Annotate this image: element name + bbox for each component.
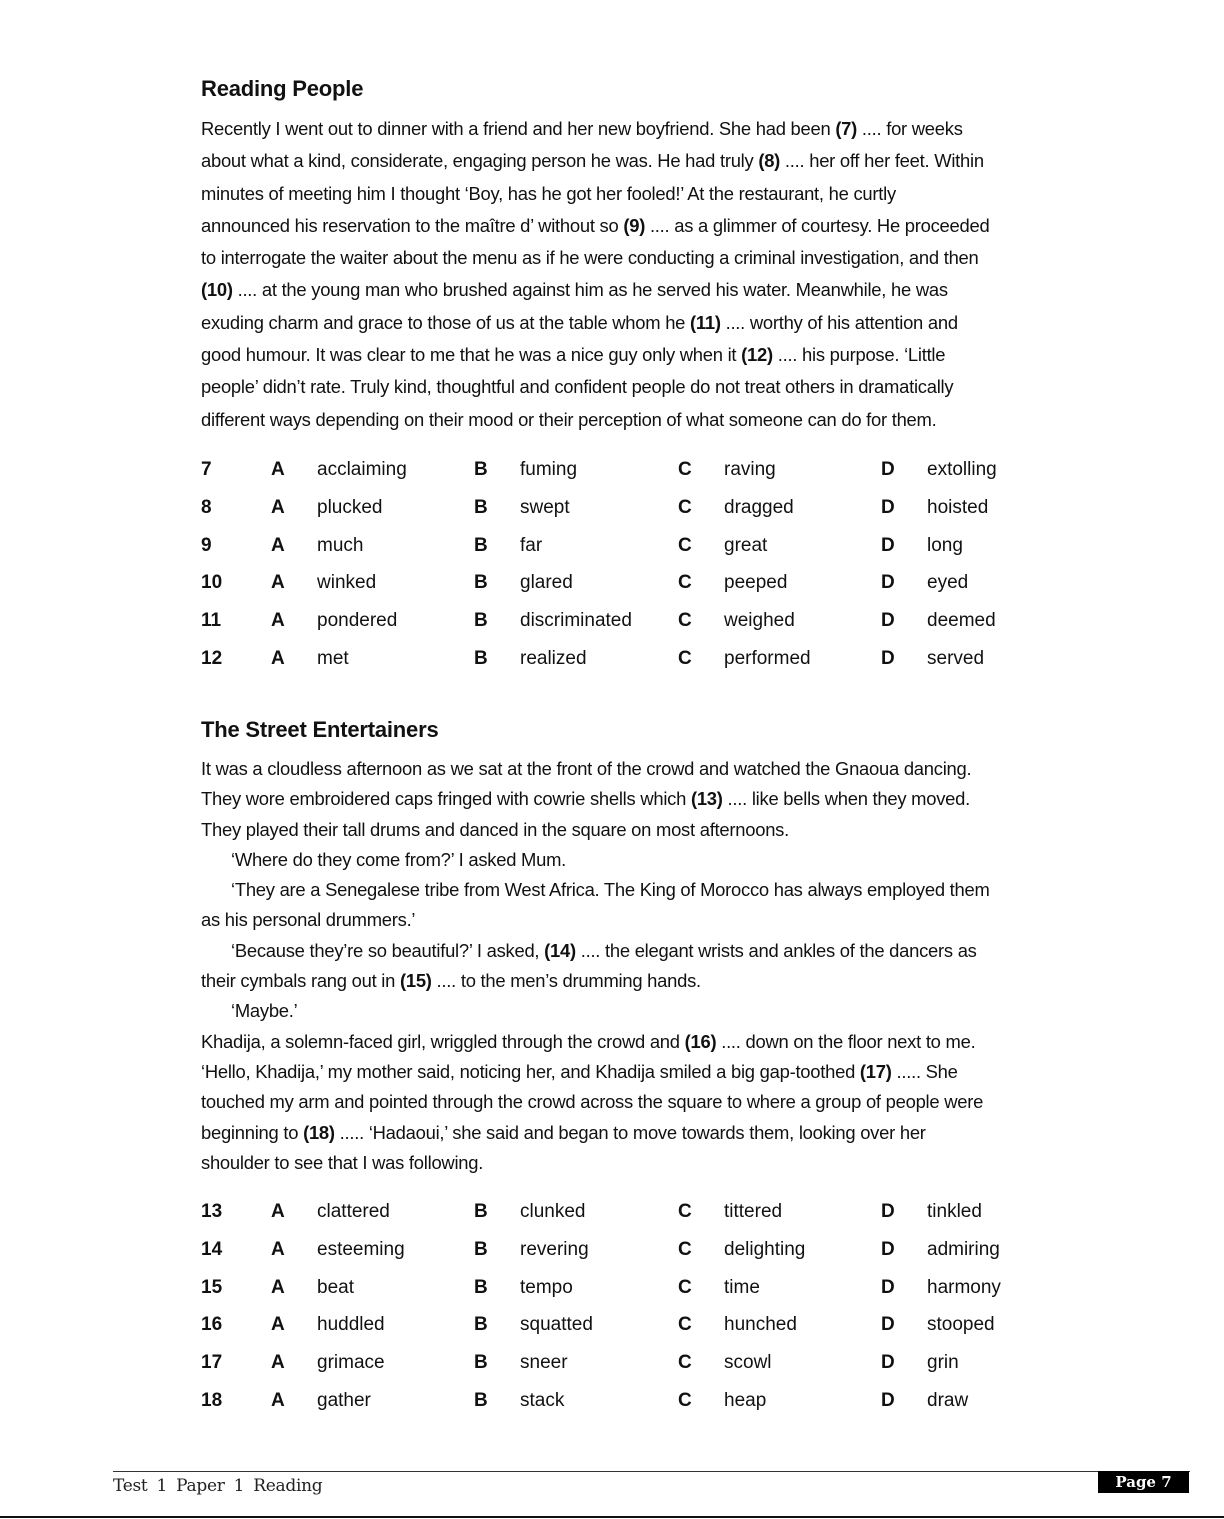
options-reading-people xyxy=(201,451,1061,678)
passage-text: Recently I went out to dinner with a friend and her new boyfriend. She had been xyxy=(201,118,836,139)
question-number: 14 xyxy=(201,1238,223,1260)
gap-number: (16) xyxy=(684,1030,717,1052)
gap-number: (11) xyxy=(690,311,721,333)
question-row xyxy=(201,1306,1061,1344)
question-row xyxy=(201,451,1061,489)
option-word-b: glared xyxy=(520,572,573,594)
option-word-c: performed xyxy=(724,647,811,669)
option-letter-b: B xyxy=(474,1238,488,1260)
option-letter-c: C xyxy=(678,1314,692,1336)
option-word-b: realized xyxy=(520,647,587,669)
passage-text: ‘Maybe.’ xyxy=(231,1000,298,1022)
passage-reading-people xyxy=(201,113,1106,436)
passage-text: .... at the young man who brushed against him as he served his water. Meanwhile, he was xyxy=(232,279,948,301)
option-letter-a: A xyxy=(271,647,285,669)
option-word-a: huddled xyxy=(317,1314,385,1336)
option-word-d: deemed xyxy=(927,610,996,632)
question-number: 16 xyxy=(201,1314,223,1336)
question-row xyxy=(201,527,1061,565)
passage-text: about what a kind, considerate, engaging person he was. He had truly xyxy=(201,150,759,172)
option-letter-c: C xyxy=(678,534,692,556)
page-bottom-edge xyxy=(0,1516,1224,1518)
gap-number: (13) xyxy=(690,788,723,810)
option-word-d: harmony xyxy=(927,1276,1001,1298)
gap-number: (18) xyxy=(303,1121,335,1143)
passage-text: shoulder to see that I was following. xyxy=(201,1151,484,1173)
passage-text: .... to the men’s drumming hands. xyxy=(431,970,701,992)
option-word-a: gather xyxy=(317,1389,371,1411)
option-letter-d: D xyxy=(881,1352,895,1374)
section-title-street-entertainers: The Street Entertainers xyxy=(201,717,439,742)
passage-text: people’ didn’t rate. Truly kind, thoughtful and confident people do not treat others in dramatically xyxy=(201,376,954,398)
option-letter-a: A xyxy=(271,534,285,556)
question-number: 18 xyxy=(201,1389,223,1411)
option-word-c: dragged xyxy=(724,496,794,518)
question-number: 12 xyxy=(201,647,223,669)
option-letter-d: D xyxy=(881,610,895,632)
gap-number: (10) xyxy=(201,279,233,301)
option-word-d: draw xyxy=(927,1389,969,1411)
question-number: 11 xyxy=(201,610,222,632)
passage-line xyxy=(201,178,1106,210)
passage-line xyxy=(201,815,1106,845)
option-word-c: delighting xyxy=(724,1238,806,1260)
option-word-b: tempo xyxy=(520,1276,573,1298)
option-word-a: beat xyxy=(317,1276,354,1298)
passage-text: different ways depending on their mood or their perception of what someone can do for them. xyxy=(201,408,937,430)
option-word-b: clunked xyxy=(520,1201,586,1222)
passage-line xyxy=(201,274,1106,306)
question-row xyxy=(201,1382,1061,1420)
passage-line xyxy=(201,371,1106,403)
gap-number: (17) xyxy=(859,1060,892,1082)
option-letter-b: B xyxy=(474,572,488,594)
option-word-d: stooped xyxy=(927,1314,995,1336)
options-street-entertainers xyxy=(201,1193,1061,1420)
option-letter-d: D xyxy=(881,1389,895,1411)
passage-text: .... her off her feet. Within xyxy=(780,150,984,172)
question-row xyxy=(201,1231,1061,1269)
option-letter-b: B xyxy=(474,610,488,632)
passage-text: Khadija, a solemn-faced girl, wriggled through the crowd and xyxy=(201,1030,685,1052)
option-letter-c: C xyxy=(678,1201,692,1222)
option-letter-c: C xyxy=(678,496,692,518)
passage-text: They wore embroidered caps fringed with cowrie shells which xyxy=(201,788,691,810)
gap-number: (7) xyxy=(835,118,858,139)
option-letter-d: D xyxy=(881,534,895,556)
passage-line xyxy=(201,210,1106,242)
question-row xyxy=(201,564,1061,602)
passage-text: good humour. It was clear to me that he was a nice guy only when it xyxy=(201,344,742,366)
option-word-a: much xyxy=(317,534,364,556)
option-letter-a: A xyxy=(271,1352,285,1374)
footer-divider xyxy=(113,1471,1190,1472)
option-letter-a: A xyxy=(271,1276,285,1298)
option-letter-c: C xyxy=(678,1352,692,1374)
option-word-c: peeped xyxy=(724,572,788,594)
passage-text: as his personal drummers.’ xyxy=(201,909,416,931)
option-letter-d: D xyxy=(881,1276,895,1298)
option-letter-d: D xyxy=(881,1238,895,1260)
option-letter-b: B xyxy=(474,647,488,669)
option-word-b: sneer xyxy=(520,1352,568,1374)
passage-text: ..... ‘Hadaoui,’ she said and began to move towards them, looking over her xyxy=(334,1121,926,1143)
option-letter-b: B xyxy=(474,1314,488,1336)
option-word-c: tittered xyxy=(724,1201,783,1222)
passage-line xyxy=(201,404,1106,436)
gap-number: (8) xyxy=(758,150,781,172)
passage-text: beginning to xyxy=(201,1121,304,1143)
passage-line xyxy=(201,905,1106,935)
question-row xyxy=(201,602,1061,640)
passage-line xyxy=(201,1027,1106,1057)
passage-text: announced his reservation to the maître d’ without so xyxy=(201,214,624,236)
question-row xyxy=(201,1344,1061,1382)
passage-line xyxy=(201,875,1106,905)
option-letter-c: C xyxy=(678,572,692,594)
passage-text: ‘Because they’re so beautiful?’ I asked, xyxy=(231,939,545,961)
passage-line xyxy=(201,1057,1106,1087)
gap-number: (9) xyxy=(623,214,646,236)
passage-text: exuding charm and grace to those of us at the table whom he xyxy=(201,311,691,333)
option-word-d: long xyxy=(927,534,963,556)
option-letter-a: A xyxy=(271,572,285,594)
question-number: 13 xyxy=(201,1201,223,1222)
option-word-d: served xyxy=(927,647,985,669)
passage-line xyxy=(201,966,1106,996)
option-word-d: extolling xyxy=(927,459,997,480)
page-number-badge: Page 7 xyxy=(1098,1471,1189,1493)
option-word-c: raving xyxy=(724,459,776,480)
option-word-c: heap xyxy=(724,1389,767,1411)
passage-line xyxy=(201,242,1106,274)
option-word-b: squatted xyxy=(520,1314,593,1336)
option-letter-c: C xyxy=(678,610,692,632)
option-word-b: stack xyxy=(520,1389,565,1411)
passage-line xyxy=(201,145,1106,177)
option-word-a: acclaiming xyxy=(317,459,407,480)
question-number: 7 xyxy=(201,459,212,480)
option-letter-c: C xyxy=(678,647,692,669)
gap-number: (15) xyxy=(399,970,432,992)
option-word-b: swept xyxy=(520,496,570,518)
passage-text: ‘Where do they come from?’ I asked Mum. xyxy=(231,848,567,870)
option-letter-c: C xyxy=(678,1238,692,1260)
option-letter-d: D xyxy=(881,1314,895,1336)
option-letter-b: B xyxy=(474,534,488,556)
option-letter-d: D xyxy=(881,496,895,518)
option-word-b: fuming xyxy=(520,459,578,480)
option-letter-a: A xyxy=(271,1238,285,1260)
option-word-b: far xyxy=(520,534,543,556)
question-number: 15 xyxy=(201,1276,223,1298)
passage-text: .... the elegant wrists and ankles of the dancers as xyxy=(575,939,977,961)
question-row xyxy=(201,1193,1061,1231)
question-row xyxy=(201,489,1061,527)
passage-line xyxy=(201,936,1106,966)
passage-line xyxy=(201,996,1106,1026)
gap-number: (14) xyxy=(544,939,576,961)
option-letter-b: B xyxy=(474,496,488,518)
passage-text: minutes of meeting him I thought ‘Boy, has he got her fooled!’ At the restaurant, he curtly xyxy=(201,182,896,204)
section-title-reading-people: Reading People xyxy=(201,76,364,101)
option-letter-d: D xyxy=(881,1201,895,1222)
option-letter-b: B xyxy=(474,1276,488,1298)
passage-text: their cymbals rang out in xyxy=(201,970,400,992)
passage-line xyxy=(201,845,1106,875)
option-word-d: hoisted xyxy=(927,496,989,518)
option-word-a: esteeming xyxy=(317,1238,405,1260)
option-letter-a: A xyxy=(271,1201,285,1222)
passage-text: .... worthy of his attention and xyxy=(720,311,958,333)
question-row xyxy=(201,1269,1061,1307)
passage-line xyxy=(201,339,1106,371)
option-letter-d: D xyxy=(881,572,895,594)
passage-text: touched my arm and pointed through the crowd across the square to where a group of people were xyxy=(201,1091,984,1113)
option-word-c: great xyxy=(724,534,768,556)
option-letter-a: A xyxy=(271,1314,285,1336)
option-word-a: winked xyxy=(317,572,377,594)
option-word-b: discriminated xyxy=(520,610,632,632)
option-word-a: clattered xyxy=(317,1201,390,1222)
gap-number: (12) xyxy=(741,344,773,366)
passage-text: .... for weeks xyxy=(857,118,963,139)
option-letter-d: D xyxy=(881,459,895,480)
footer-label: Test 1 Paper 1 Reading xyxy=(113,1476,323,1496)
passage-text: They played their tall drums and danced in the square on most afternoons. xyxy=(201,818,789,840)
option-letter-a: A xyxy=(271,610,285,632)
passage-text: .... like bells when they moved. xyxy=(722,788,970,810)
passage-line xyxy=(201,113,1106,145)
option-word-c: scowl xyxy=(724,1352,772,1374)
passage-text: It was a cloudless afternoon as we sat at the front of the crowd and watched the Gnaoua dancing. xyxy=(201,758,972,779)
option-word-d: grin xyxy=(927,1352,959,1374)
option-letter-a: A xyxy=(271,459,285,480)
option-letter-c: C xyxy=(678,1276,692,1298)
option-letter-c: C xyxy=(678,459,692,480)
option-word-d: admiring xyxy=(927,1238,1000,1260)
passage-line xyxy=(201,1118,1106,1148)
option-word-c: time xyxy=(724,1276,760,1298)
option-letter-b: B xyxy=(474,1389,488,1411)
passage-text: .... as a glimmer of courtesy. He proceeded xyxy=(645,214,990,236)
option-word-a: pondered xyxy=(317,610,398,632)
option-word-b: revering xyxy=(520,1238,589,1260)
passage-line xyxy=(201,1148,1106,1178)
option-letter-a: A xyxy=(271,1389,285,1411)
question-number: 9 xyxy=(201,534,212,556)
passage-line xyxy=(201,307,1106,339)
passage-text: .... his purpose. ‘Little xyxy=(772,344,946,366)
option-word-c: hunched xyxy=(724,1314,797,1336)
option-letter-b: B xyxy=(474,459,488,480)
option-word-d: tinkled xyxy=(927,1201,982,1222)
passage-line xyxy=(201,754,1106,784)
passage-text: to interrogate the waiter about the menu as if he were conducting a criminal investigation, and then xyxy=(201,247,979,269)
option-letter-b: B xyxy=(474,1201,488,1222)
option-word-d: eyed xyxy=(927,572,969,594)
passage-text: ‘Hello, Khadija,’ my mother said, noticing her, and Khadija smiled a big gap-toothed xyxy=(201,1060,860,1082)
passage-line xyxy=(201,784,1106,814)
option-word-c: weighed xyxy=(724,610,795,632)
passage-street-entertainers xyxy=(201,754,1106,1178)
passage-line xyxy=(201,1087,1106,1117)
question-row xyxy=(201,640,1061,678)
passage-text: .... down on the floor next to me. xyxy=(716,1030,976,1052)
option-letter-b: B xyxy=(474,1352,488,1374)
passage-text: ‘They are a Senegalese tribe from West Africa. The King of Morocco has always employed them xyxy=(231,879,990,901)
passage-text: ..... She xyxy=(891,1060,958,1082)
option-word-a: met xyxy=(317,647,349,669)
question-number: 10 xyxy=(201,572,223,594)
question-number: 17 xyxy=(201,1352,223,1374)
option-letter-a: A xyxy=(271,496,285,518)
option-word-a: plucked xyxy=(317,496,383,518)
option-letter-c: C xyxy=(678,1389,692,1411)
option-word-a: grimace xyxy=(317,1352,385,1374)
option-letter-d: D xyxy=(881,647,895,669)
question-number: 8 xyxy=(201,496,212,518)
